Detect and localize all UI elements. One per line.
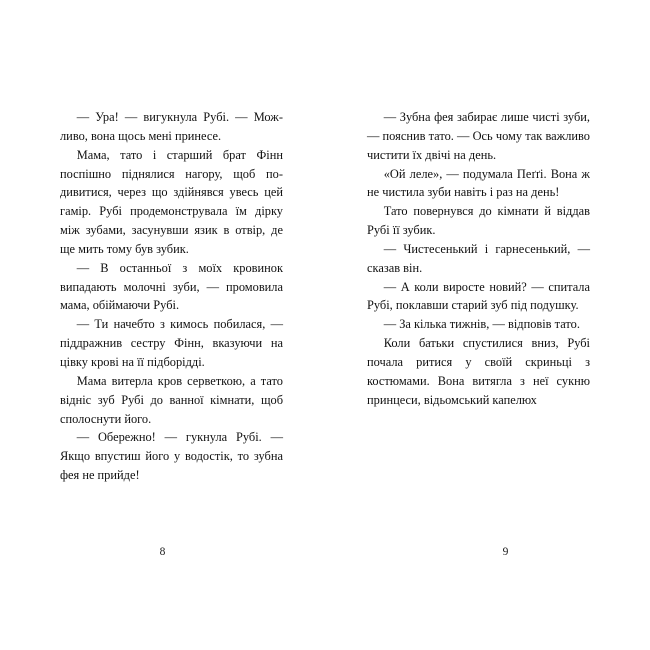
paragraph: Тато повернувся до кімнати й віддав Рубі її зубик.	[367, 204, 590, 238]
page-number: 9	[502, 546, 509, 558]
paragraph: Мама, тато і старший брат Фінн поспішно піднялися нагору, щоб подивитися, через що здійнявся увесь цей гамір. Рубі продемонструвала їм дірку між зубами, засунувши язик в отвір, де ще мить тому був зубик.	[60, 147, 283, 256]
paragraph: — Ура! — вигукнула Рубі. — Можливо, вона щось мені принесе.	[60, 110, 283, 143]
paragraph: «Ой леле», — подумала Пеґґі. Вона ж не чистила зуби навіть і раз на день!	[367, 166, 590, 200]
paragraph: — Зубна фея забирає лише чисті зуби, — пояснив тато. — Ось чому так важливо чистити їх двічі на день.	[367, 110, 590, 162]
right-page-text	[367, 108, 590, 410]
paragraph: — Чистесенький і гарнесенький, — сказав він.	[367, 241, 590, 275]
paragraph: — За кілька тижнів, — відповів тато.	[383, 317, 580, 332]
right-page	[325, 0, 650, 650]
paragraph: — Обережно! — гукнула Рубі. — Якщо впустиш його у водостік, то зубна фея не прийде!	[60, 430, 283, 483]
paragraph: Мама витерла кров серветкою, а тато відніс зуб Рубі до ванної кімнати, щоб сполоснути його.	[60, 373, 283, 426]
paragraph: — А коли виросте новий? — спитала Рубі, поклавши старий зуб під подушку.	[367, 279, 590, 313]
left-page-text	[60, 108, 283, 485]
paragraph: — В останньої з моїх кровинок випадають молочні зуби, — промовила мама, обіймаючи Рубі.	[60, 260, 283, 313]
paragraph: — Ти начебто з кимось побилася, — піддражнив сестру Фінн, вказуючи на цівку крові на її підборідді.	[60, 317, 283, 369]
paragraph: Коли батьки спустилися вниз, Рубі почала ритися у своїй скриньці з костюмами. Вона витягла з неї сукню принцеси, відьомський капелюх	[367, 336, 590, 407]
page-number: 8	[159, 546, 166, 558]
